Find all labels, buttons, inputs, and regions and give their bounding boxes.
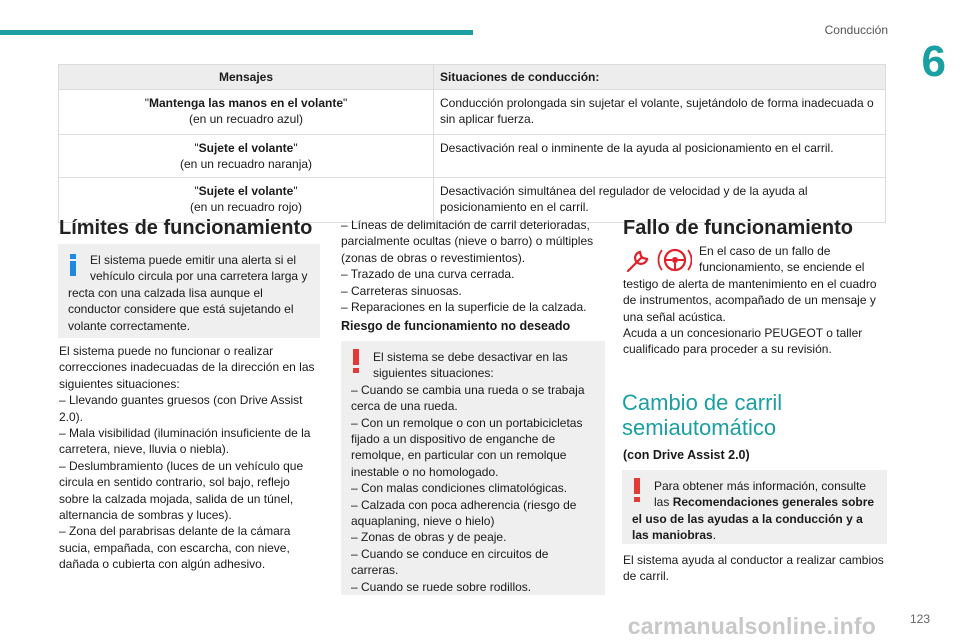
warning-icon [633,478,641,502]
list-item: – Reparaciones en la superficie de la calzada. [341,300,587,315]
list-item: – Trazado de una curva cerrada. [341,267,515,282]
info-icon [69,254,77,276]
list-item: – Mala visibilidad (iluminación insuficiente de la carretera, nieve, lluvia o niebla). [59,426,311,457]
table-row [59,178,886,223]
list-item: – Cuando se cambia una rueda o se trabaja cerca de una rueda. [351,382,585,414]
section-title: Conducción [824,23,888,37]
message-cell: "Sujete el volante" (en un recuadro rojo) [59,178,434,223]
list-item: – Cuando se conduce en circuitos de carreras. [351,546,549,578]
subheading-drive-assist: (con Drive Assist 2.0) [623,448,750,462]
list-item: – Zonas de obras y de peaje. [351,530,507,545]
table-row [59,135,886,178]
table-row [59,90,886,135]
list-item: – Cuando se ruede sobre rodillos. [351,579,532,594]
malfunction-advice: Acuda a un concesionario PEUGEOT o taller cualificado para proceder a su revisión. [623,326,863,357]
situation-cell: Desactivación simultánea del regulador de velocidad y de la ayuda al posicionamiento en el carril. [434,178,886,223]
info-box: El sistema puede emitir una alerta si el vehículo circula por una carretera larga y recta con una calzada lisa aunque el conductor considere que está sujetando el volante correctamente. [58,244,320,338]
chapter-number: 6 [921,37,946,86]
list-item: – Con malas condiciones climatológicas. [351,481,568,496]
list-item: – Calzada con poca adherencia (riesgo de aquaplaning, nieve o hielo) [351,497,577,529]
table-header-messages: Mensajes [59,65,434,90]
message-cell: "Mantenga las manos en el volante" (en un recuadro azul) [59,90,434,135]
limits-continued [341,217,605,315]
warning-icon [352,349,360,373]
warning-box-lane: Para obtener más información, consulte las Recomendaciones generales sobre el uso de las ayudas a la conducción y a las maniobras. [622,470,887,544]
list-item: – Zona del parabrisas delante de la cámara sucia, empañada, con escarcha, con nieve, dañada o cubierta con algún adhesivo. [59,524,291,572]
heading-lane-change: Cambio de carril semiautomático [622,390,783,440]
list-item: – Llevando guantes gruesos (con Drive Assist 2.0). [59,393,303,424]
situation-cell: Conducción prolongada sin sujetar el volante, sujetándolo de forma inadecuada o sin aplicar fuerza. [434,90,886,135]
page-number: 123 [909,612,930,626]
subheading-unwanted-risk: Riesgo de funcionamiento no deseado [341,319,571,333]
warning-box: El sistema se debe desactivar en las siguientes situaciones: – Cuando se cambia una rueda o se trabaja cerca de una rueda. – Con un remolque o con un portabicicletas fijado a un dispositivo de enganche de remolque, en particular con un remolque inestable o no homologado. – Con malas condiciones climatológicas. – Calzada con poca adherencia (riesgo de aquaplaning, nieve o hielo) – Zonas de obras y de peaje. – Cuando se conduce en circuitos de carreras. – Cuando se ruede sobre rodillos. [341,341,605,595]
heading-malfunction: Fallo de funcionamiento [623,217,854,239]
table-header-situations: Situaciones de conducción: [434,65,886,90]
message-cell: "Sujete el volante" (en un recuadro naranja) [59,135,434,178]
header-accent-bar [0,30,473,35]
watermark: carmanualsonline.info [627,613,876,639]
lane-change-description: El sistema ayuda al conductor a realizar cambios de carril. [623,553,884,584]
list-item: – Líneas de delimitación de carril deterioradas, parcialmente ocultas (nieve o barro) o múltiples (zonas de obras o revestimientos). [341,218,594,265]
list-item: – Con un remolque o con un portabicicletas fijado a un dispositivo de enganche de remolque, en particular con un remolque inestable o no homologado. [351,415,583,479]
heading-limits: Límites de funcionamiento [59,217,313,239]
list-item: – Deslumbramiento (luces de un vehículo que circula en sentido contrario, sol bajo, reflejo sobre la calzada mojada, salida de un túnel, alternancia de sombras y luces). [59,458,304,523]
situation-cell: Desactivación real o inminente de la ayuda al posicionamiento en el carril. [434,135,886,178]
list-item: – Carreteras sinuosas. [341,283,462,298]
limits-intro: El sistema puede no funcionar o realizar correcciones inadecuadas de la dirección en las siguientes situaciones: [59,344,315,391]
limits-body [59,343,321,573]
messages-table [58,64,886,223]
malfunction-body: En el caso de un fallo de funcionamiento, se enciende el testigo de alerta de mantenimiento en el cuadro de instrumentos, acompañado de un mensaje y una señal acústica. Acuda a un concesionario PEUGEOT o taller cualificado para proceder a su revisión. [623,244,877,357]
